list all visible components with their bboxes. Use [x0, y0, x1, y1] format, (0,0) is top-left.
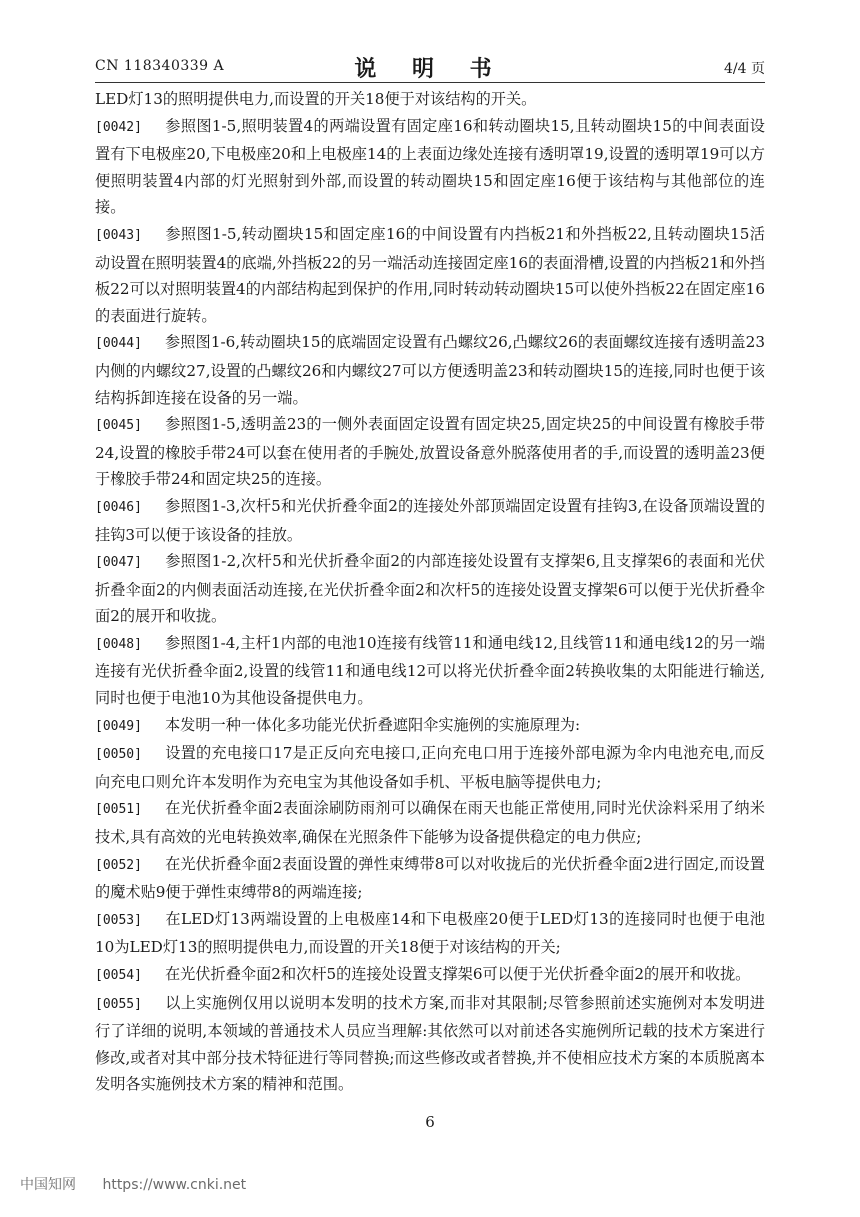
paragraph — [95, 493, 765, 548]
page-number: 6 — [425, 1113, 435, 1131]
paragraph — [95, 411, 765, 493]
paragraph-text: 在光伏折叠伞面2表面设置的弹性束缚带8可以对收拢后的光伏折叠伞面2进行固定,而设置的魔术贴9便于弹性束缚带8的两端连接; — [95, 854, 765, 902]
paragraph-number: [0046] — [95, 499, 142, 515]
paragraph — [95, 113, 765, 221]
paragraph-number: [0044] — [95, 336, 142, 352]
paragraph-number: [0049] — [95, 718, 142, 734]
footer-brand: 中国知网 — [20, 1177, 76, 1193]
paragraph-number: [0047] — [95, 555, 142, 571]
paragraph-text: 本发明一种一体化多功能光伏折叠遮阳伞实施例的实施原理为: — [164, 715, 581, 734]
paragraph-text: LED灯13的照明提供电力,而设置的开关18便于对该结构的开关。 — [95, 90, 537, 108]
document-title: 说 明 书 — [354, 57, 506, 82]
paragraph-text: 设置的充电接口17是正反向充电接口,正向充电口用于连接外部电源为伞内电池充电,而反向充电口则允许本发明作为充电宝为其他设备如手机、平板电脑等提供电力; — [95, 744, 765, 791]
paragraph — [95, 740, 765, 795]
document-number: CN 118340339 A — [95, 58, 225, 74]
paragraph — [95, 851, 765, 906]
paragraph-text: 在光伏折叠伞面2和次杆5的连接处设置支撑架6可以便于光伏折叠伞面2的展开和收拢。 — [164, 965, 751, 983]
paragraph-text: 参照图1-2,次杆5和光伏折叠伞面2的内部连接处设置有支撑架6,且支撑架6的表面和光伏折叠伞面2的内侧表面活动连接,在光伏折叠伞面2和次杆5的连接处设置支撑架6可以便于光伏折叠伞面2的展开和收拢。 — [95, 552, 765, 626]
paragraph-text: 参照图1-5,照明装置4的两端设置有固定座16和转动圈块15,且转动圈块15的中间表面设置有下电极座20,下电极座20和上电极座14的上表面边缘处连接有透明罩19,设置的透明罩19可以方便照明装置4内部的灯光照射到外部,而设置的转动圈块15和固定座16便于该结构与其他部位的连接。 — [95, 116, 765, 217]
paragraph — [95, 712, 765, 741]
page-info: 4/4 页 — [724, 61, 765, 77]
paragraph — [95, 961, 765, 990]
paragraph-text: 参照图1-6,转动圈块15的底端固定设置有凸螺纹26,凸螺纹26的表面螺纹连接有透明盖23内侧的内螺纹27,设置的凸螺纹26和内螺纹27可以方便透明盖23和转动圈块15的连接,同时也便于该结构拆卸连接在设备的另一端。 — [95, 333, 765, 407]
paragraph-number: [0052] — [95, 857, 142, 873]
paragraph-number: [0050] — [95, 747, 142, 763]
header-rule — [95, 82, 765, 83]
paragraph-number: [0048] — [95, 636, 142, 652]
paragraph-number: [0053] — [95, 912, 142, 928]
paragraph-number: [0054] — [95, 968, 142, 983]
document-body — [95, 86, 765, 1098]
paragraph — [95, 906, 765, 961]
paragraph-number: [0042] — [95, 119, 142, 135]
paragraph-text: 在LED灯13两端设置的上电极座14和下电极座20便于LED灯13的连接同时也便于电池10为LED灯13的照明提供电力,而设置的开关18便于对该结构的开关; — [95, 909, 765, 957]
paragraph-text: 参照图1-3,次杆5和光伏折叠伞面2的连接处外部顶端固定设置有挂钩3,在设备顶端设置的挂钩3可以便于该设备的挂放。 — [95, 496, 765, 544]
paragraph — [95, 990, 765, 1098]
paragraph-number: [0055] — [95, 996, 142, 1012]
paragraph-text: 参照图1-5,转动圈块15和固定座16的中间设置有内挡板21和外挡板22,且转动圈块15活动设置在照明装置4的底端,外挡板22的另一端活动连接固定座16的表面滑槽,设置的内挡板21和外挡板22可以对照明装置4的内部结构起到保护的作用,同时转动转动圈块15可以使外挡板22在固定座16的表面进行旋转。 — [95, 224, 765, 325]
paragraph — [95, 221, 765, 329]
paragraph — [95, 86, 765, 113]
footer-watermark — [20, 1174, 246, 1194]
page-header — [95, 52, 765, 82]
footer-url[interactable]: https://www.cnki.net — [102, 1177, 247, 1193]
paragraph — [95, 795, 765, 850]
paragraph-number: [0051] — [95, 802, 142, 818]
paragraph-text: 以上实施例仅用以说明本发明的技术方案,而非对其限制;尽管参照前述实施例对本发明进行了详细的说明,本领域的普通技术人员应当理解:其依然可以对前述各实施例所记载的技术方案进行修改,或者对其中部分技术特征进行等同替换;而这些修改或者替换,并不使相应技术方案的本质脱离本发明各实施例技术方案的精神和范围。 — [95, 993, 765, 1094]
paragraph-number: [0043] — [95, 227, 142, 243]
paragraph-text: 参照图1-4,主杆1内部的电池10连接有线管11和通电线12,且线管11和通电线12的另一端连接有光伏折叠伞面2,设置的线管11和通电线12可以将光伏折叠伞面2转换收集的太阳能进行输送,同时也便于电池10为其他设备提供电力。 — [95, 633, 765, 708]
paragraph-number: [0045] — [95, 418, 142, 434]
paragraph — [95, 630, 765, 712]
paragraph-text: 参照图1-5,透明盖23的一侧外表面固定设置有固定块25,固定块25的中间设置有橡胶手带24,设置的橡胶手带24可以套在使用者的手腕处,放置设备意外脱落使用者的手,而设置的透明盖23便于橡胶手带24和固定块25的连接。 — [95, 415, 765, 489]
paragraph-text: 在光伏折叠伞面2表面涂刷防雨剂可以确保在雨天也能正常使用,同时光伏涂料采用了纳米技术,具有高效的光电转换效率,确保在光照条件下能够为设备提供稳定的电力供应; — [95, 799, 765, 847]
paragraph — [95, 548, 765, 630]
paragraph — [95, 329, 765, 411]
